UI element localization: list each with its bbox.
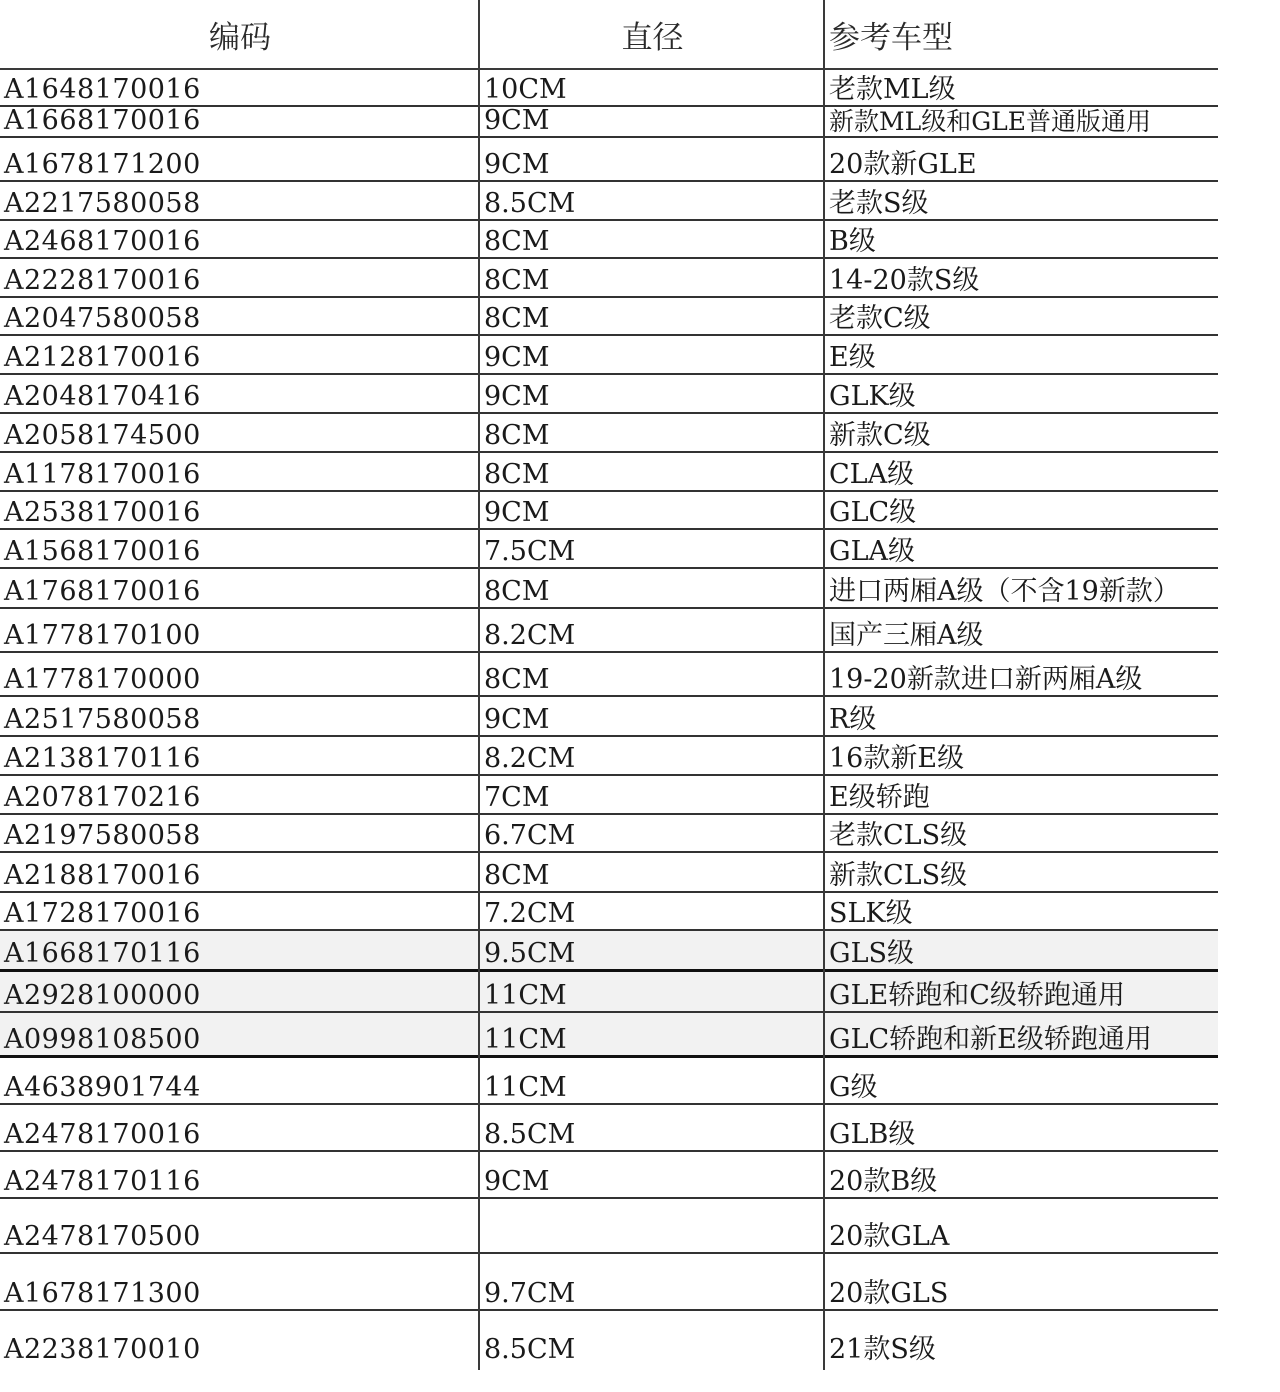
part-code-cell: A0998108500 xyxy=(0,1012,480,1056)
column-divider-2 xyxy=(823,0,825,1370)
part-code-cell: A2058174500 xyxy=(0,413,480,452)
diameter-cell: 7.2CM xyxy=(480,892,825,930)
diameter-cell: 8.5CM xyxy=(480,181,825,220)
model-cell: 20款B级 xyxy=(825,1151,1218,1198)
table-row xyxy=(0,106,1218,137)
table-row xyxy=(0,374,1218,413)
part-code-cell: A1778170000 xyxy=(0,652,480,696)
diameter-cell: 8CM xyxy=(480,852,825,892)
diameter-cell: 9.7CM xyxy=(480,1253,825,1310)
table-row xyxy=(0,529,1218,568)
header-code: 编码 xyxy=(0,0,480,69)
part-code-cell: A2538170016 xyxy=(0,491,480,529)
table-row xyxy=(0,892,1218,930)
model-cell: GLA级 xyxy=(825,529,1218,568)
model-cell: GLC轿跑和新E级轿跑通用 xyxy=(825,1012,1218,1056)
model-cell: 20款GLA xyxy=(825,1198,1218,1253)
table-row xyxy=(0,1056,1218,1104)
diameter-cell xyxy=(480,1198,825,1253)
table-row xyxy=(0,413,1218,452)
diameter-cell: 8.5CM xyxy=(480,1104,825,1151)
part-code-cell: A1768170016 xyxy=(0,568,480,608)
model-cell: GLB级 xyxy=(825,1104,1218,1151)
model-cell: 20款新GLE xyxy=(825,137,1218,181)
diameter-cell: 7.5CM xyxy=(480,529,825,568)
part-code-cell: A1668170116 xyxy=(0,930,480,970)
model-cell: E级 xyxy=(825,335,1218,374)
table-row xyxy=(0,137,1218,181)
diameter-cell: 9CM xyxy=(480,374,825,413)
table-row xyxy=(0,852,1218,892)
model-cell: GLS级 xyxy=(825,930,1218,970)
part-code-cell: A1568170016 xyxy=(0,529,480,568)
model-cell: 进口两厢A级（不含19新款） xyxy=(825,568,1218,608)
part-code-cell: A2517580058 xyxy=(0,696,480,736)
part-code-cell: A2138170116 xyxy=(0,736,480,775)
table-body xyxy=(0,69,1218,1365)
diameter-cell: 11CM xyxy=(480,1056,825,1104)
diameter-cell: 9CM xyxy=(480,137,825,181)
table-row xyxy=(0,335,1218,374)
diameter-cell: 8CM xyxy=(480,568,825,608)
diameter-cell: 9CM xyxy=(480,491,825,529)
part-code-cell: A2188170016 xyxy=(0,852,480,892)
model-cell: 老款ML级 xyxy=(825,69,1218,106)
table-row xyxy=(0,452,1218,491)
part-code-cell: A2478170016 xyxy=(0,1104,480,1151)
diameter-cell: 9CM xyxy=(480,335,825,374)
model-cell: 国产三厢A级 xyxy=(825,608,1218,652)
diameter-cell: 8CM xyxy=(480,413,825,452)
table-row xyxy=(0,930,1218,970)
table-row xyxy=(0,258,1218,297)
diameter-cell: 8CM xyxy=(480,220,825,258)
table-row xyxy=(0,297,1218,335)
header-model: 参考车型 xyxy=(825,0,1218,69)
part-code-cell: A1678171300 xyxy=(0,1253,480,1310)
model-cell: GLK级 xyxy=(825,374,1218,413)
table-row xyxy=(0,1310,1218,1365)
model-cell: 19-20新款进口新两厢A级 xyxy=(825,652,1218,696)
part-code-cell: A1668170016 xyxy=(0,106,480,137)
part-code-cell: A2078170216 xyxy=(0,775,480,814)
part-code-cell: A1728170016 xyxy=(0,892,480,930)
diameter-cell: 7CM xyxy=(480,775,825,814)
table-row xyxy=(0,736,1218,775)
table-row xyxy=(0,568,1218,608)
diameter-cell: 8CM xyxy=(480,258,825,297)
table-row xyxy=(0,491,1218,529)
model-cell: 新款C级 xyxy=(825,413,1218,452)
part-code-cell: A1178170016 xyxy=(0,452,480,491)
part-code-cell: A2048170416 xyxy=(0,374,480,413)
model-cell: G级 xyxy=(825,1056,1218,1104)
diameter-cell: 8.5CM xyxy=(484,1334,576,1365)
table-row xyxy=(0,69,1218,106)
table-row xyxy=(0,1151,1218,1198)
diameter-cell: 8CM xyxy=(480,652,825,696)
model-cell: 14-20款S级 xyxy=(825,258,1218,297)
model-cell: 16款新E级 xyxy=(825,736,1218,775)
table-row xyxy=(0,1198,1218,1253)
part-code-cell: A2928100000 xyxy=(0,970,480,1012)
header-diameter: 直径 xyxy=(480,0,825,69)
model-cell: 21款S级 xyxy=(829,1334,936,1365)
model-cell: 20款GLS xyxy=(825,1253,1218,1310)
part-code-cell: A2128170016 xyxy=(0,335,480,374)
diameter-cell: 8CM xyxy=(480,297,825,335)
model-cell: 新款ML级和GLE普通版通用 xyxy=(825,106,1218,137)
header-row xyxy=(0,0,1218,69)
table-row xyxy=(0,814,1218,852)
table-row xyxy=(0,696,1218,736)
model-cell: CLA级 xyxy=(825,452,1218,491)
model-cell: SLK级 xyxy=(825,892,1218,930)
part-code-cell: A2047580058 xyxy=(0,297,480,335)
part-code-cell: A1678171200 xyxy=(0,137,480,181)
part-code-cell: A4638901744 xyxy=(0,1056,480,1104)
diameter-cell: 11CM xyxy=(480,970,825,1012)
table-row xyxy=(0,970,1218,1012)
diameter-cell: 9CM xyxy=(480,1151,825,1198)
diameter-cell: 9.5CM xyxy=(480,930,825,970)
table-row xyxy=(0,220,1218,258)
diameter-cell: 8.2CM xyxy=(480,736,825,775)
diameter-cell: 9CM xyxy=(480,696,825,736)
table-row xyxy=(0,1104,1218,1151)
model-cell: R级 xyxy=(825,696,1218,736)
diameter-cell: 8.2CM xyxy=(480,608,825,652)
table-row xyxy=(0,652,1218,696)
table-row xyxy=(0,775,1218,814)
diameter-cell: 9CM xyxy=(480,106,825,137)
part-code-cell: A2238170010 xyxy=(4,1334,201,1365)
part-code-cell: A1648170016 xyxy=(0,69,480,106)
table-row xyxy=(0,1253,1218,1310)
part-code-cell: A1778170100 xyxy=(0,608,480,652)
part-code-cell: A2468170016 xyxy=(0,220,480,258)
part-code-cell: A2478170116 xyxy=(0,1151,480,1198)
model-cell: 老款CLS级 xyxy=(825,814,1218,852)
model-cell: B级 xyxy=(825,220,1218,258)
part-code-cell: A2228170016 xyxy=(0,258,480,297)
model-cell: 老款C级 xyxy=(825,297,1218,335)
model-cell: E级轿跑 xyxy=(825,775,1218,814)
part-code-cell: A2217580058 xyxy=(0,181,480,220)
table-row xyxy=(0,1012,1218,1056)
diameter-cell: 10CM xyxy=(480,69,825,106)
column-divider-1 xyxy=(478,0,480,1370)
model-cell: GLC级 xyxy=(825,491,1218,529)
model-cell: 老款S级 xyxy=(825,181,1218,220)
part-code-cell: A2197580058 xyxy=(0,814,480,852)
diameter-cell: 11CM xyxy=(480,1012,825,1056)
table-row xyxy=(0,181,1218,220)
model-cell: GLE轿跑和C级轿跑通用 xyxy=(825,970,1218,1012)
diameter-cell: 6.7CM xyxy=(480,814,825,852)
table-row xyxy=(0,608,1218,652)
diameter-cell: 8CM xyxy=(480,452,825,491)
model-cell: 新款CLS级 xyxy=(825,852,1218,892)
part-code-cell: A2478170500 xyxy=(0,1198,480,1253)
